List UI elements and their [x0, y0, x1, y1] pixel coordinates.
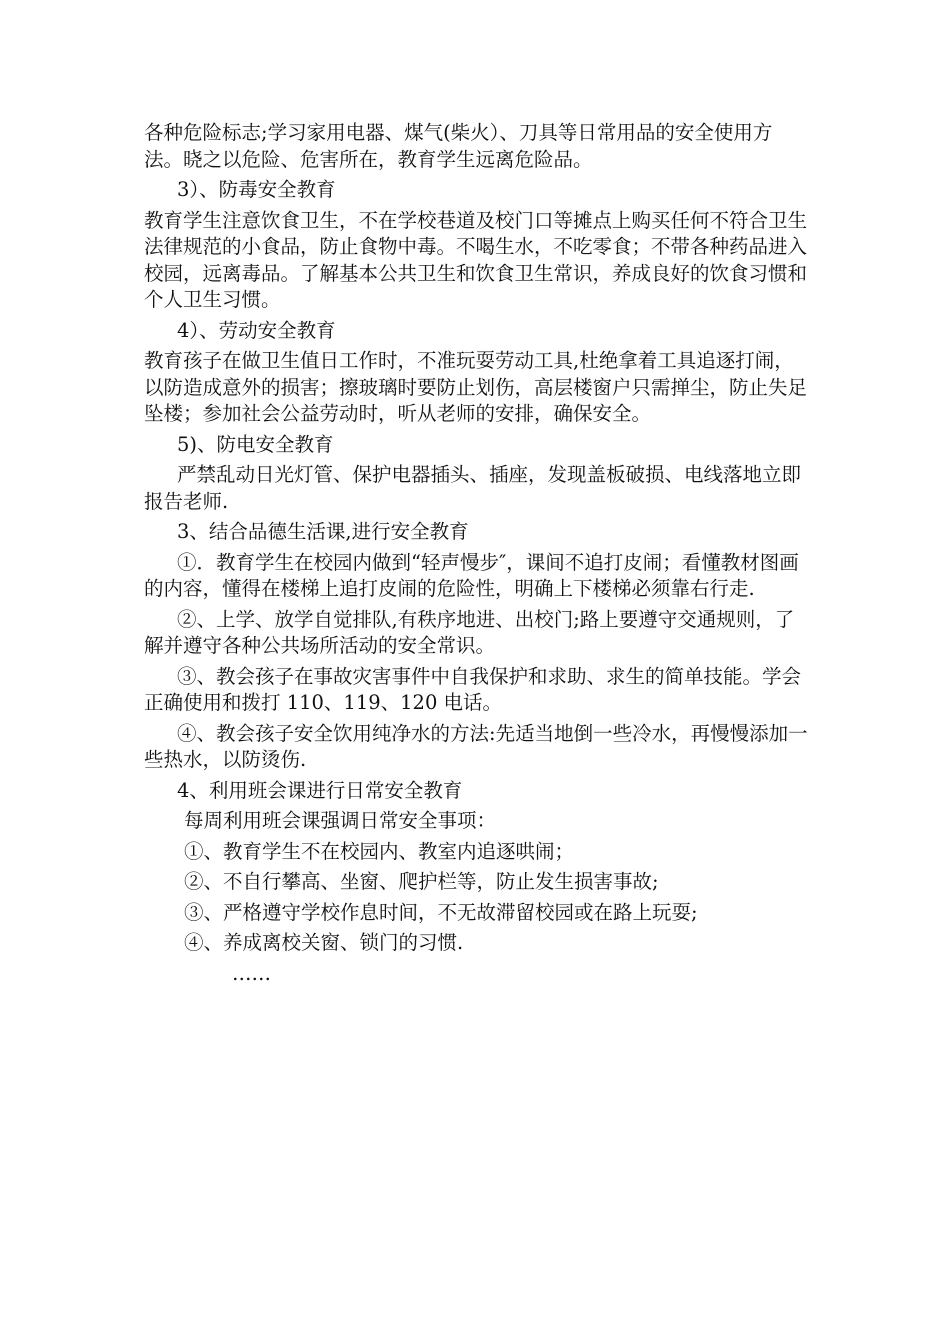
heading-moral-class: 3、结合品德生活课,进行安全教育 [177, 520, 469, 543]
paragraph-labor-safety: 教育孩子在做卫生值日工作时，不准玩耍劳动工具,杜绝拿着工具追逐打闹，以防造成意外的损害；擦玻璃时要防止划伤，高层楼窗户只需掸尘，防止失足坠楼；参加社会公益劳动时，听从老师的安排，确保安全。 [144, 349, 808, 425]
list-item-lock-doors: ④、养成离校关窗、锁门的习惯. [184, 931, 464, 954]
list-item-quiet-walk: ①．教育学生在校园内做到“轻声慢步″，课间不追打皮闹；看懂教材图画的内容，懂得在楼梯上追打皮闹的危险性，明确上下楼梯必须靠右行走. [144, 550, 799, 600]
paragraph-hazard-signs: 各种危险标志;学习家用电器、煤气(柴火）、刀具等日常用品的安全使用方法。晓之以危险、危害所在，教育学生远离危险品。 [144, 121, 773, 171]
paragraph-electric-safety: 严禁乱动日光灯管、保护电器插头、插座，发现盖板破损、电线落地立即报告老师. [144, 463, 802, 513]
list-item-queue: ②、上学、放学自觉排队,有秩序地进、出校门;路上要遵守交通规则，了解并遵守各种公共场所活动的安全常识。 [144, 607, 795, 657]
heading-labor-safety: 4）、劳动安全教育 [177, 318, 336, 342]
heading-electric-safety: 5)、防电安全教育 [177, 432, 334, 456]
list-item-schedule: ③、严格遵守学校作息时间，不无故滞留校园或在路上玩耍; [184, 900, 698, 924]
ellipsis: …… [232, 961, 271, 985]
list-item-drinking-water: ④、教会孩子安全饮用纯净水的方法:先适当地倒一些冷水，再慢慢添加一些热水，以防烫伤. [144, 721, 808, 771]
list-item-no-climbing: ②、不自行攀高、坐窗、爬护栏等，防止发生损害事故; [184, 870, 659, 893]
document-body [144, 120, 809, 991]
heading-poison-safety: 3）、防毒安全教育 [177, 178, 336, 201]
heading-class-meeting: 4、利用班会课进行日常安全教育 [177, 778, 463, 802]
list-item-self-protection: ③、教会孩子在事故灾害事件中自我保护和求助、求生的简单技能。学会正确使用和拨打 110、119、120 电话。 [144, 664, 802, 714]
list-item-no-chasing: ①、教育学生不在校园内、教室内追逐哄闹； [184, 839, 575, 863]
paragraph-poison-safety: 教育学生注意饮食卫生，不在学校巷道及校门口等摊点上购买任何不符合卫生法律规范的小食品，防止食物中毒。不喝生水，不吃零食；不带各种药品进入校园，远离毒品。了解基本公共卫生和饮食卫生常识，养成良好的饮食习惯和个人卫生习惯。 [144, 208, 808, 311]
paragraph-weekly: 每周利用班会课强调日常安全事项： [184, 809, 497, 832]
